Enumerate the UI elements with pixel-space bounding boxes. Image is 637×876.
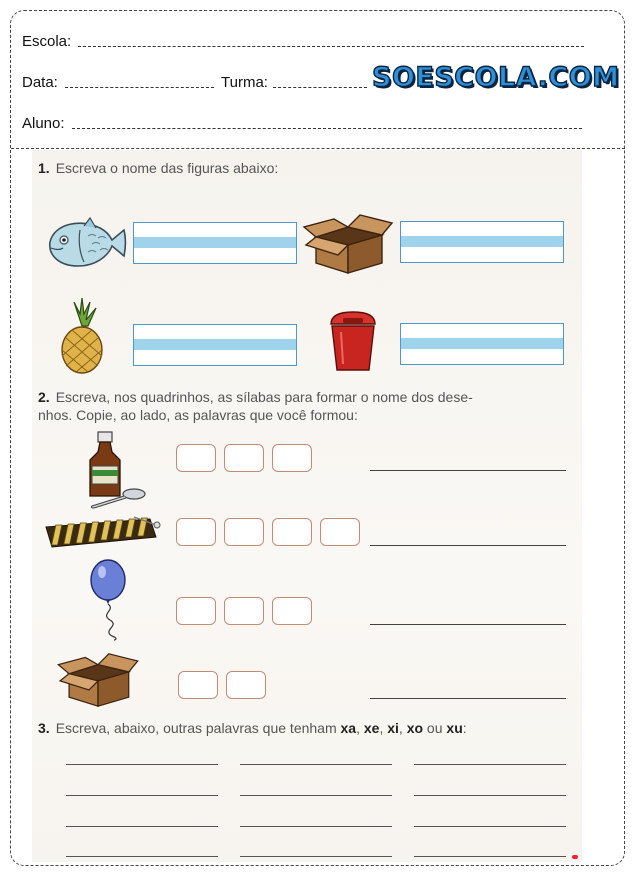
syllable-box[interactable]: [272, 518, 312, 546]
word-answer-line[interactable]: [370, 545, 566, 546]
question-1-number: 1.: [38, 160, 50, 176]
word-line[interactable]: [414, 764, 566, 765]
word-line[interactable]: [240, 826, 392, 827]
word-line[interactable]: [66, 856, 218, 857]
balloon-icon: [86, 558, 134, 642]
header-divider: [11, 148, 625, 149]
word-line[interactable]: [414, 826, 566, 827]
question-3-number: 3.: [38, 720, 50, 736]
answer-box-pineapple[interactable]: [133, 324, 297, 366]
question-2-text-line2: nhos. Copie, ao lado, as palavras que você formou:: [38, 407, 358, 423]
answer-box-box[interactable]: [400, 221, 564, 263]
syllable-box[interactable]: [320, 518, 360, 546]
word-line[interactable]: [240, 795, 392, 796]
date-field-line[interactable]: [65, 87, 214, 88]
syllable-box[interactable]: [224, 444, 264, 472]
school-label: Escola:: [22, 33, 72, 50]
comma: ,: [398, 720, 407, 736]
class-label: Turma:: [221, 74, 268, 91]
answer-box-stripe: [134, 339, 296, 350]
pineapple-icon: [56, 298, 108, 374]
answer-box-fish[interactable]: [133, 222, 297, 264]
date-label: Data:: [22, 74, 58, 91]
question-3-title: [38, 720, 467, 736]
word-line[interactable]: [66, 795, 218, 796]
syllable-box[interactable]: [176, 444, 216, 472]
syllable-xa: xa: [340, 720, 357, 736]
question-2-number: 2.: [38, 389, 50, 405]
answer-box-stripe: [401, 338, 563, 349]
question-2-text-line1: Escreva, nos quadrinhos, as sílabas para formar o nome dos dese-: [55, 389, 473, 405]
syllable-box[interactable]: [272, 444, 312, 472]
answer-box-stripe: [134, 237, 296, 248]
syllable-box[interactable]: [176, 597, 216, 625]
word-answer-line[interactable]: [370, 624, 566, 625]
class-field-line[interactable]: [273, 87, 367, 88]
word-answer-line[interactable]: [370, 698, 566, 699]
word-line[interactable]: [240, 764, 392, 765]
school-field-line[interactable]: [78, 46, 584, 47]
word-line[interactable]: [66, 826, 218, 827]
syllable-box[interactable]: [224, 518, 264, 546]
word-answer-line[interactable]: [370, 470, 566, 471]
trash-can-icon: [327, 310, 379, 372]
print-mark: [572, 855, 578, 859]
site-logo: SOESCOLA.COM: [372, 62, 620, 93]
syllable-box[interactable]: [226, 671, 266, 699]
colon: :: [462, 720, 467, 736]
syllable-box[interactable]: [178, 671, 218, 699]
word-line[interactable]: [414, 856, 566, 857]
word-line[interactable]: [414, 795, 566, 796]
comma: ,: [379, 720, 388, 736]
answer-box-trash-can[interactable]: [400, 323, 564, 365]
student-field-line[interactable]: [72, 128, 582, 129]
question-3-text: Escreva, abaixo, outras palavras que tenham: [55, 720, 341, 736]
syllable-box[interactable]: [272, 597, 312, 625]
syllable-xe: xe: [363, 720, 380, 736]
word-line[interactable]: [240, 856, 392, 857]
syllable-xo: xo: [406, 720, 424, 736]
box-icon: [302, 213, 394, 275]
syllable-box[interactable]: [224, 597, 264, 625]
syllable-xu: xu: [446, 720, 463, 736]
or-word: ou: [423, 720, 447, 736]
student-label: Aluno:: [22, 115, 65, 132]
word-line[interactable]: [66, 764, 218, 765]
fish-icon: [44, 212, 128, 274]
question-2-title: [38, 389, 473, 405]
question-1-title: [38, 160, 278, 176]
syrup-bottle-icon: [80, 430, 148, 512]
syllable-xi: xi: [387, 720, 399, 736]
xylophone-icon: [44, 515, 162, 549]
syllable-box[interactable]: [176, 518, 216, 546]
box-icon: [56, 652, 140, 708]
comma: ,: [356, 720, 364, 736]
question-1-text: Escreva o nome das figuras abaixo:: [55, 160, 279, 176]
answer-box-stripe: [401, 236, 563, 247]
